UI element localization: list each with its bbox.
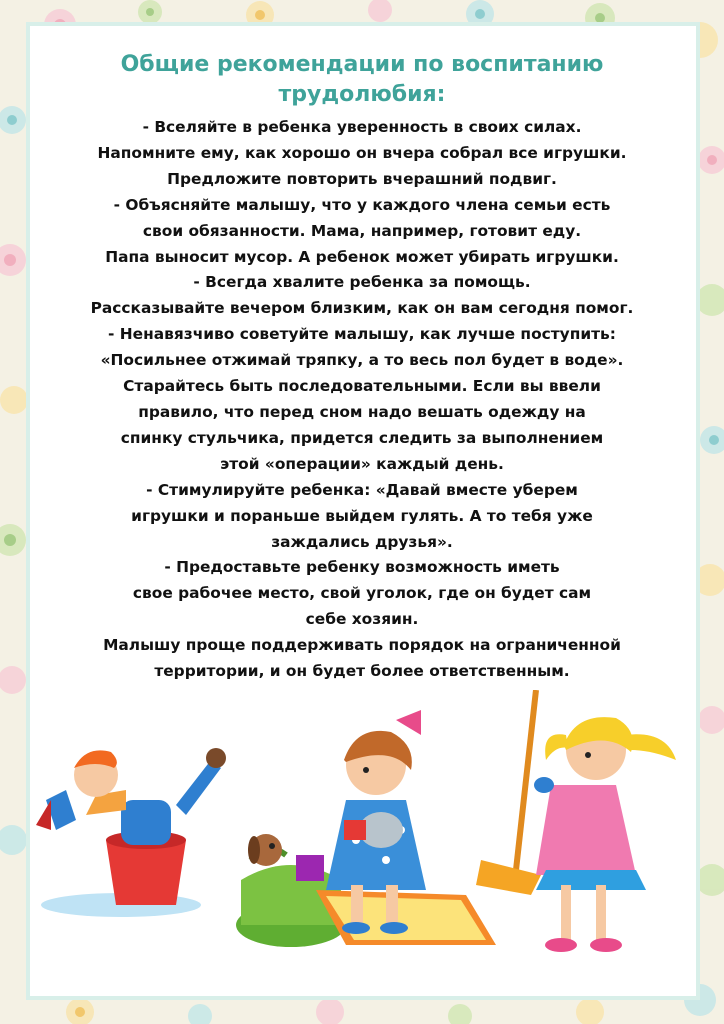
text-line: территории, и он будет более ответственным.: [154, 662, 570, 681]
text-line: «Посильнее отжимай тряпку, а то весь пол будет в воде».: [100, 351, 624, 370]
text-line: - Стимулируйте ребенка: «Давай вместе уберем: [146, 480, 578, 499]
recommendations-text: [40, 115, 684, 685]
page-title: [0, 50, 724, 110]
text-line: заждались друзья».: [271, 532, 453, 551]
text-line: этой «операции» каждый день.: [220, 454, 504, 473]
text-line: Малышу проще поддерживать порядок на ограниченной: [103, 636, 621, 655]
text-line: - Ненавязчиво советуйте малышу, как лучше поступить:: [108, 325, 616, 344]
text-line: - Вселяйте в ребенка уверенность в своих силах.: [142, 118, 582, 136]
text-line: спинку стульчика, придется следить за выполнением: [120, 428, 604, 447]
title-line: Общие рекомендации по воспитанию: [120, 52, 604, 77]
text-line: Старайтесь быть последовательными. Если вы ввели: [123, 377, 601, 396]
girl-with-broom-icon: [476, 690, 676, 952]
text-line: свои обязанности. Мама, например, готовит еду.: [142, 221, 582, 240]
children-illustration: [26, 690, 700, 990]
text-line: - Объясняйте малышу, что у каждого члена семьи есть: [113, 195, 611, 214]
text-line: Рассказывайте вечером близким, как он вам сегодня помог.: [90, 299, 634, 318]
text-line: - Всегда хвалите ребенка за помощь.: [193, 273, 531, 292]
text-line: себе хозяин.: [305, 610, 419, 629]
text-line: свое рабочее место, свой уголок, где он будет сам: [132, 584, 592, 603]
text-line: правило, что перед сном надо вешать одежду на: [138, 402, 586, 421]
text-line: Напомните ему, как хорошо он вчера собрал все игрушки.: [97, 143, 627, 162]
boy-in-bucket-icon: [36, 748, 226, 917]
title-line: трудолюбия:: [278, 82, 446, 107]
text-line: игрушки и пораньше выйдем гулять. А то тебя уже: [131, 506, 593, 525]
text-line: Предложите повторить вчерашний подвиг.: [167, 169, 557, 188]
text-line: Папа выносит мусор. А ребенок может убирать игрушки.: [105, 247, 619, 266]
text-line: - Предоставьте ребенку возможность иметь: [164, 558, 560, 577]
